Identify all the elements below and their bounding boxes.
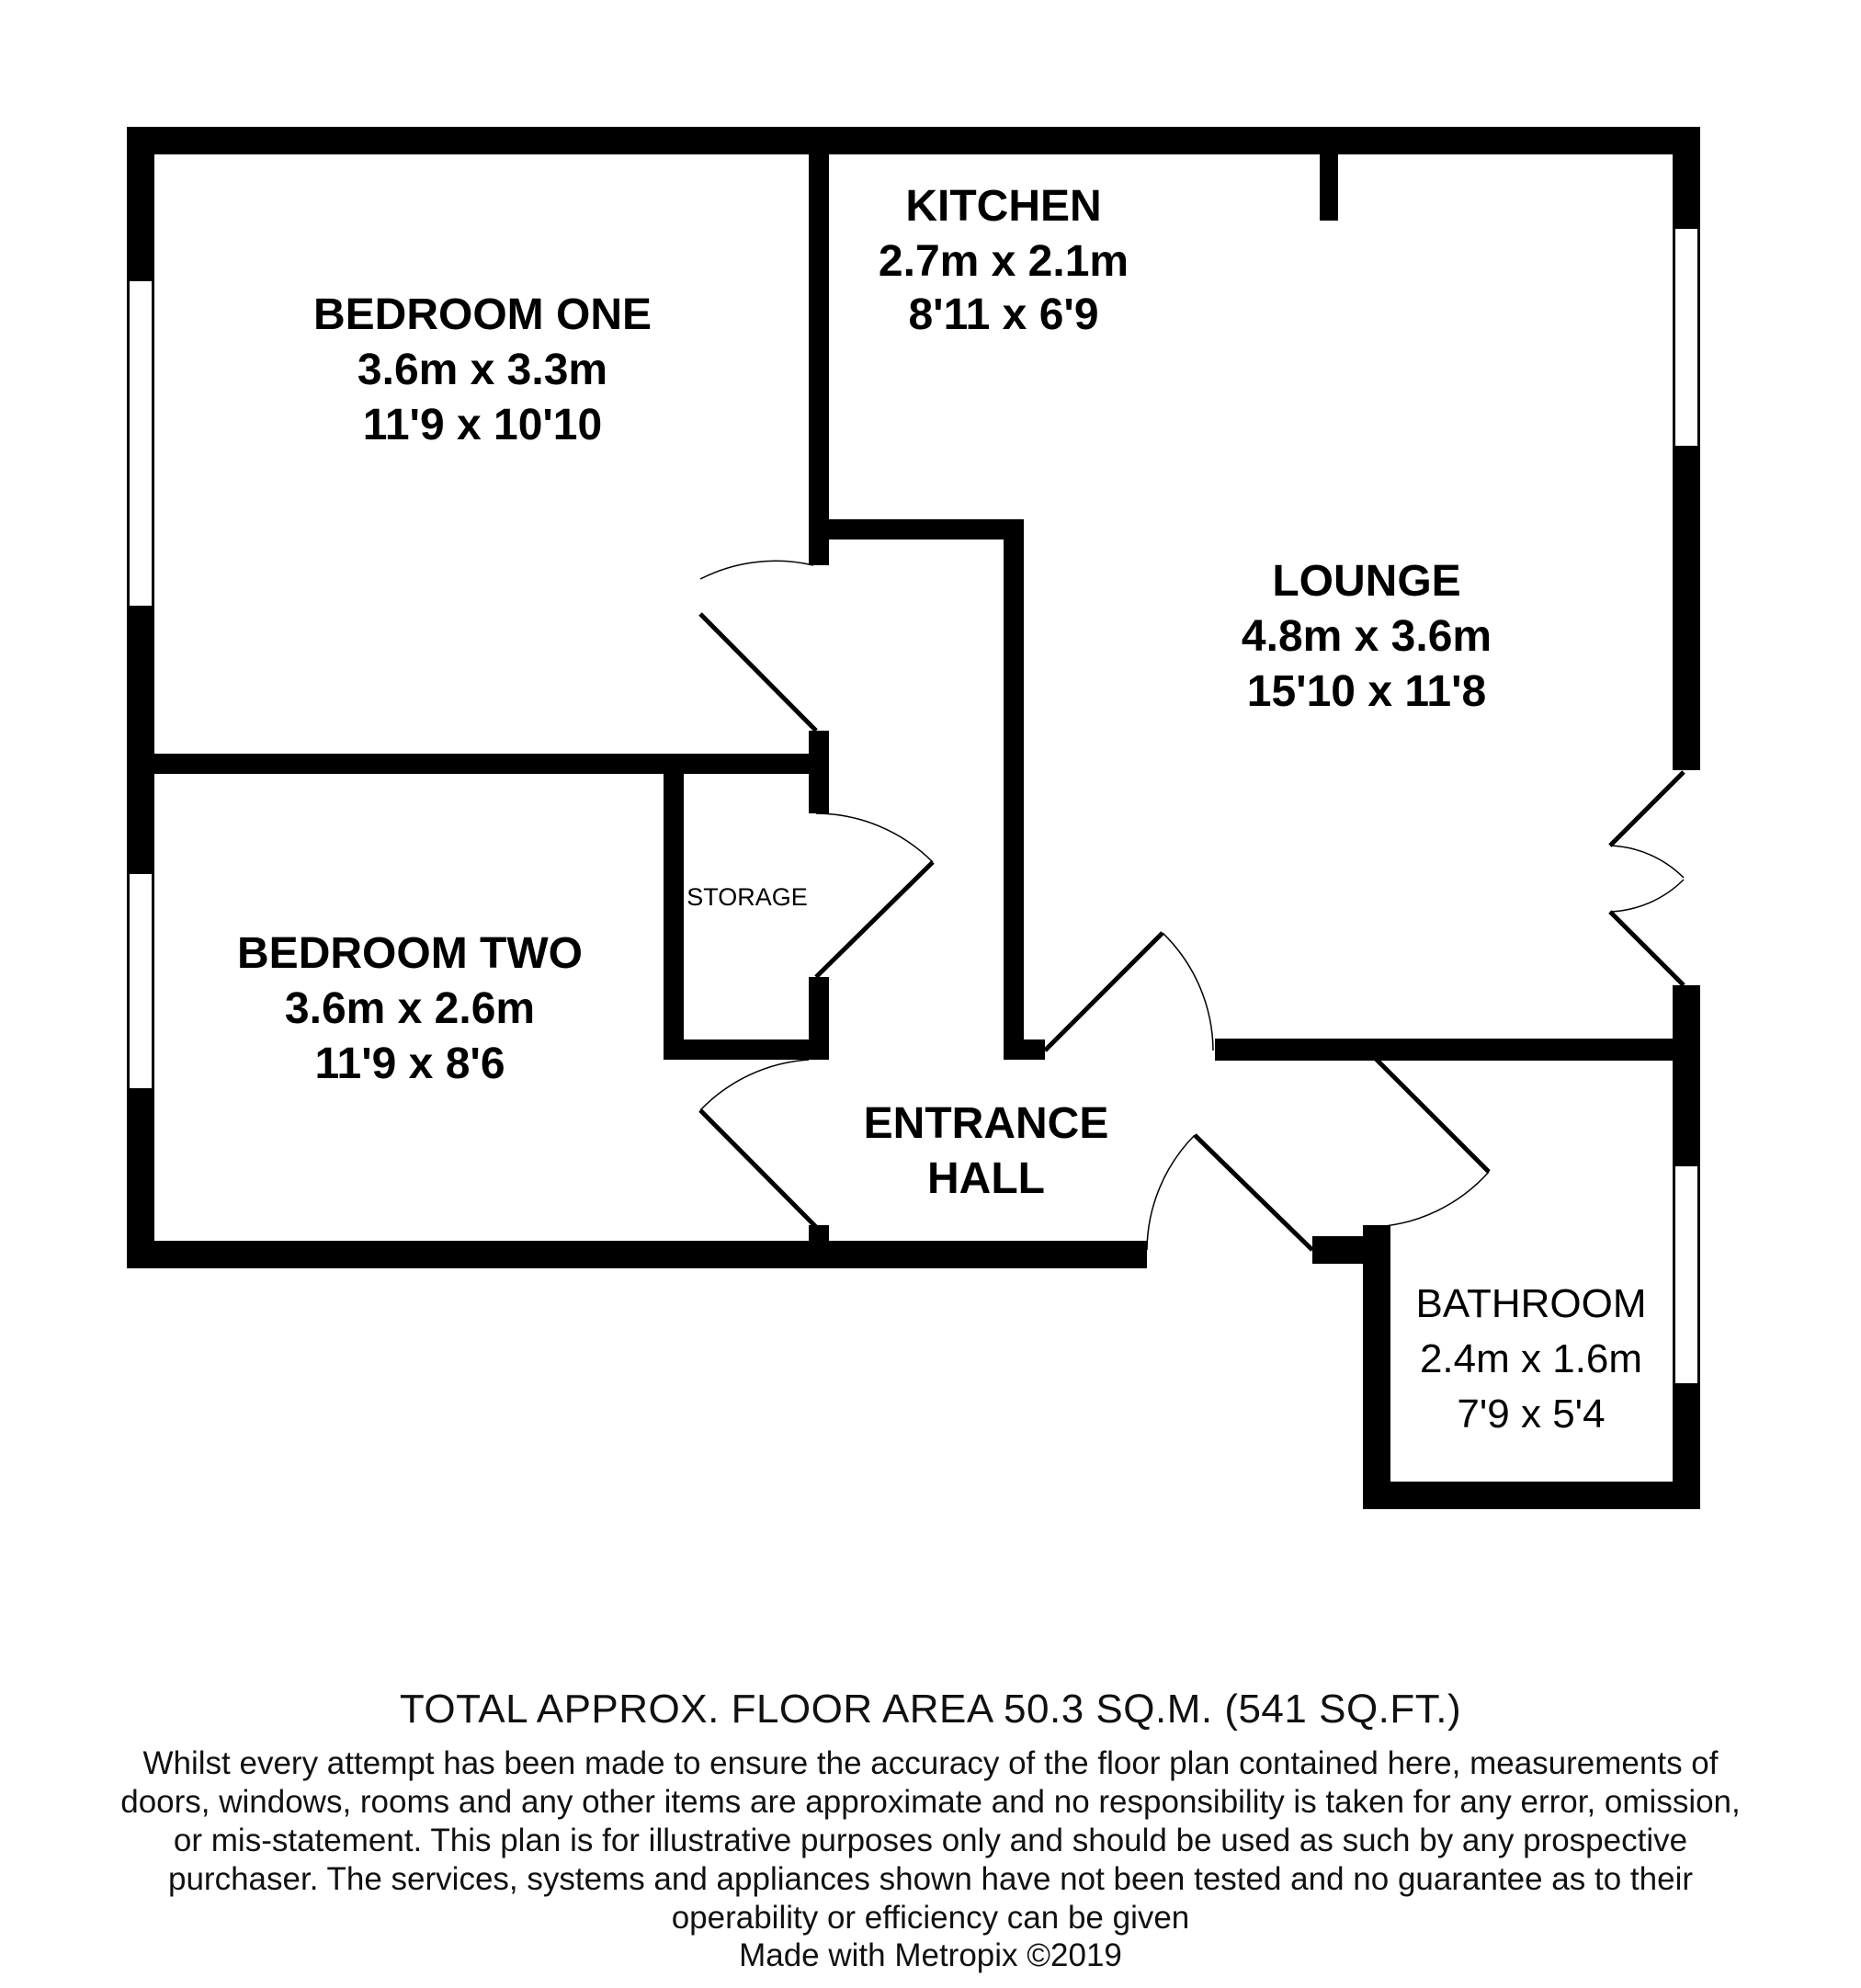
bedroom-two-imperial: 11'9 x 8'6 — [314, 1039, 505, 1088]
lounge-name: LOUNGE — [1272, 557, 1461, 606]
door-leaf-storage — [816, 862, 933, 977]
wall-lounge-west — [1004, 519, 1024, 1060]
wall-bath-bottom — [1363, 1482, 1700, 1509]
wall-kitchen-stub — [1320, 152, 1338, 221]
door-swing-bathroom — [1374, 1172, 1489, 1227]
bedroom-two-name: BEDROOM TWO — [237, 929, 583, 978]
door-swing-lounge-ext-1 — [1610, 846, 1684, 878]
door-swing-bedroom-one — [700, 561, 813, 579]
wall-bed1-bed2 — [127, 754, 829, 774]
bedroom-one-metric: 3.6m x 3.3m — [357, 346, 608, 394]
storage-name: STORAGE — [687, 883, 808, 911]
bedroom-one-name: BEDROOM ONE — [312, 290, 652, 339]
door-leaf-bathroom-main — [1374, 1057, 1489, 1172]
window-bedroom-one — [129, 280, 153, 607]
door-leaf-entrance — [1195, 1135, 1312, 1250]
bathroom-name: BATHROOM — [1415, 1281, 1647, 1326]
wall-bottom — [127, 1241, 1147, 1268]
door-swing-storage — [816, 813, 933, 862]
bedroom-two-metric: 3.6m x 2.6m — [284, 984, 536, 1033]
bathroom-metric: 2.4m x 1.6m — [1419, 1336, 1643, 1381]
wall-bed1-east — [809, 152, 829, 565]
opening-entrance — [1147, 1236, 1312, 1273]
kitchen-imperial: 8'11 x 6'9 — [908, 290, 1099, 339]
wall-storage-east — [809, 977, 829, 1060]
wall-right-upper — [1673, 127, 1700, 770]
window-bedroom-two — [129, 873, 153, 1089]
door-leaf-bedroom-two — [700, 1110, 816, 1227]
wall-bed2-east-lower — [809, 1225, 829, 1244]
door-swing-bedroom-two — [700, 1060, 809, 1110]
window-kitchen — [1674, 228, 1698, 447]
label-bedroom-one — [313, 290, 652, 449]
wall-storage-bottom — [664, 1039, 829, 1060]
wall-top — [127, 127, 1700, 154]
wall-storage-west — [664, 754, 684, 1060]
entrance-hall-line1: ENTRANCE — [863, 1099, 1109, 1148]
label-entrance-hall — [864, 1099, 1109, 1203]
door-swing-entrance — [1147, 1135, 1195, 1250]
disclaimer-text: Whilst every attempt has been made to ensure the accuracy of the floor plan contained here, measurements of doors, windows, rooms and any other items are approximate and no responsibility is taken for any error, omission, or mis-statement. This plan is for illustrative purposes only and should be used as such by any prospective purchaser. The services, systems and appliances shown have not been tested and no guarantee as to their operability or efficiency can be given — [120, 1745, 1741, 1936]
entrance-hall-line2: HALL — [927, 1154, 1045, 1203]
metropix-credit: Made with Metropix ©2019 — [739, 1937, 1122, 1973]
kitchen-name: KITCHEN — [905, 182, 1102, 231]
window-bathroom — [1674, 1165, 1698, 1384]
doors — [700, 561, 1684, 1250]
label-kitchen — [879, 182, 1129, 339]
wall-bath-west — [1363, 1225, 1390, 1509]
wall-bath-top-stub — [1312, 1236, 1367, 1264]
opening-lounge-bath — [1045, 1037, 1215, 1062]
bathroom-imperial: 7'9 x 5'4 — [1457, 1392, 1606, 1437]
label-storage — [687, 883, 808, 911]
label-bathroom — [1416, 1281, 1647, 1437]
kitchen-metric: 2.7m x 2.1m — [878, 237, 1129, 286]
label-bedroom-two — [237, 929, 583, 1088]
door-leaf-lounge-ext-2 — [1610, 912, 1684, 985]
door-leaf-lounge — [1045, 933, 1163, 1051]
wall-hall-top — [809, 519, 1020, 540]
lounge-metric: 4.8m x 3.6m — [1241, 612, 1492, 661]
door-leaf-lounge-ext-1 — [1610, 772, 1684, 846]
lounge-imperial: 15'10 x 11'8 — [1246, 667, 1487, 716]
door-swing-lounge-ext-2 — [1610, 880, 1684, 912]
bedroom-one-imperial: 11'9 x 10'10 — [362, 401, 603, 449]
total-floor-area: TOTAL APPROX. FLOOR AREA 50.3 SQ.M. (541 SQ.FT.) — [399, 1687, 1462, 1732]
door-swing-lounge — [1163, 933, 1213, 1051]
wall-lounge-west-stub — [1004, 1039, 1045, 1060]
wall-lounge-bottom — [1215, 1039, 1700, 1061]
label-lounge — [1242, 557, 1492, 716]
door-leaf-bedroom-one — [700, 614, 816, 731]
